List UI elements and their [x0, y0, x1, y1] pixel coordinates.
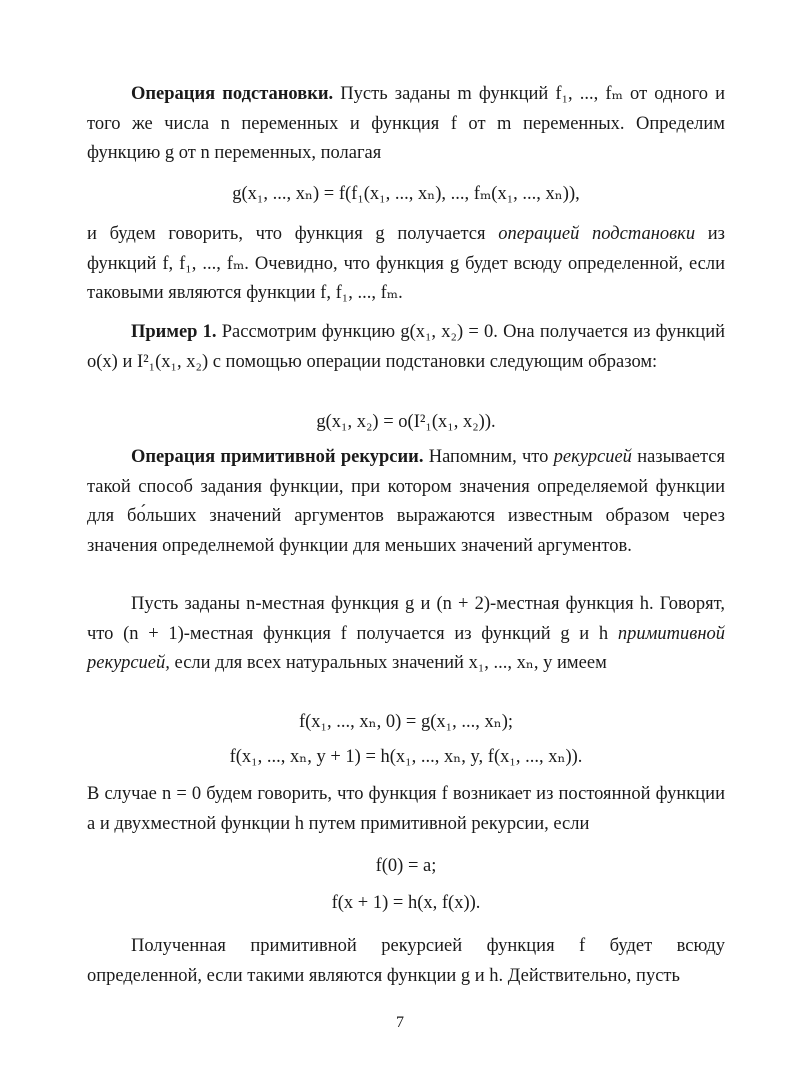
paragraph-part: из функций f, f₁, ..., fₘ. Очевидно, что функция g будет всюду определенной, если таковыми являются функции f, f₁, ..., fₘ. — [87, 224, 725, 304]
emphasis-term: рекурсией — [553, 447, 632, 467]
paragraph-part: Пусть заданы n-местная функция g и (n + 2)-местная функция h. Говорят, что (n + 1)-местная функция f получается из функций g и h — [87, 594, 725, 644]
emphasis-term: операцией подстановки — [498, 224, 696, 244]
heading-primitive-recursion: Операция примитивной рекурсии. — [131, 447, 424, 467]
formula-recursion-base: f(x₁, ..., xₙ, 0) = g(x₁, ..., xₙ); — [298, 712, 514, 732]
formula-zero-base: f(0) = a; — [375, 856, 437, 876]
paragraph-example-1 — [87, 318, 725, 377]
page-number: 7 — [396, 1014, 404, 1031]
formula-substitution: g(x₁, ..., xₙ) = f(f₁(x₁, ..., xₙ), ..., fₘ(x₁, ..., xₙ)), — [232, 184, 580, 204]
formula-zero-step: f(x + 1) = h(x, f(x)). — [331, 893, 481, 913]
paragraph-part: называется такой способ задания функции, при котором значения определяемой функции для бо́льших значений аргументов выражаются известным образом через значения определнемой функции для меньших значений аргументов. — [87, 447, 725, 556]
heading-example-1: Пример 1. — [131, 322, 217, 342]
paragraph-primitive-recursion — [87, 443, 725, 561]
formula-example-1: g(x₁, x₂) = o(I²₁(x₁, x₂)). — [316, 412, 496, 432]
emphasis-term: примитивной рекурсией, — [87, 623, 725, 674]
paragraph-substitution — [87, 80, 725, 169]
paragraph-zero-case: В случае n = 0 будем говорить, что функция f возникает из постоянной функции a и двухместной функции h путем примитивной рекурсии, если — [87, 784, 725, 834]
paragraph-substitution-text: Пусть заданы m функций f₁, ..., fₘ от одного и того же числа n переменных и функция f от m переменных. Определим функцию g от n переменных, полагая — [87, 84, 725, 164]
paragraph-example-1-text: Рассмотрим функцию g(x₁, x₂) = 0. Она получается из функций o(x) и I²₁(x₁, x₂) с помощью операции подстановки следующим образом: — [87, 322, 725, 372]
paragraph-recursion-definition — [87, 590, 725, 679]
formula-recursion-step: f(x₁, ..., xₙ, y + 1) = h(x₁, ..., xₙ, y, f(x₁, ..., xₙ)). — [229, 747, 583, 767]
heading-substitution: Операция подстановки. — [131, 84, 334, 104]
paragraph-substitution-definition — [87, 220, 725, 309]
paragraph-part: если для всех натуральных значений x₁, ..., xₙ, y имеем — [169, 653, 607, 674]
paragraph-part: и будем говорить, что функция g получается — [87, 224, 499, 244]
paragraph-part: Напомним, что — [423, 447, 554, 467]
paragraph-totality: Полученная примитивной рекурсией функция f будет всюду определенной, если такими являются функции g и h. Действительно, пусть — [87, 936, 725, 986]
